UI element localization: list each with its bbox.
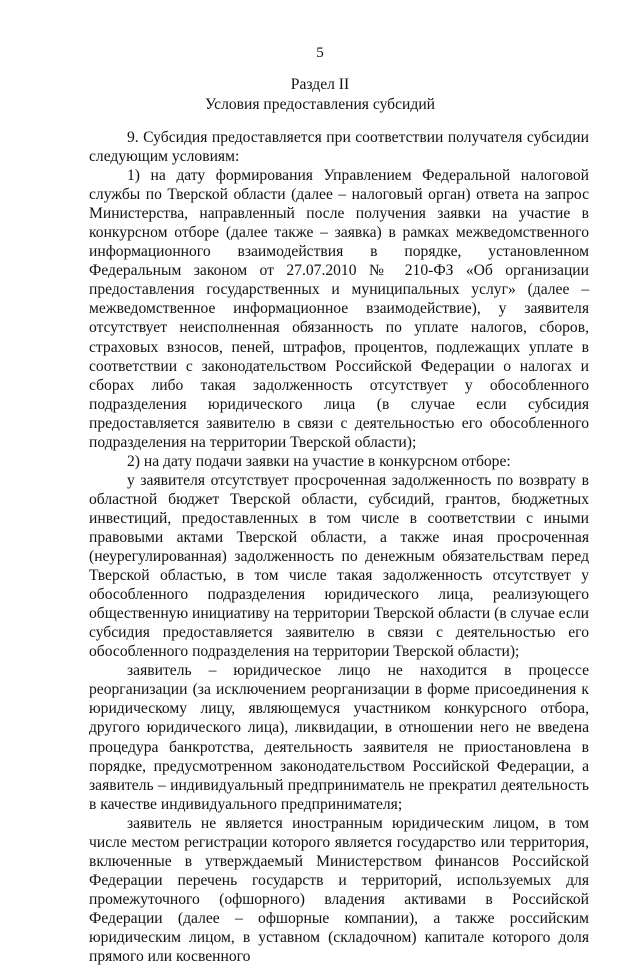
section-heading [0, 75, 640, 115]
paragraph-clause-9: 9. Субсидия предоставляется при соответствии получателя субсидии следующим условиям: [89, 129, 589, 166]
paragraph-no-reorganization: заявитель – юридическое лицо не находится в процессе реорганизации (за исключением реорганизации в форме присоединения к юридическому лицу, являющемуся участником конкурсного отбора, другого юридического лица), ликвидации, в отношении него не введена процедура банкротства, деятельность заявителя не приостановлена в порядке, предусмотренном законодательством Российской Федерации, а заявитель – индивидуальный предприниматель не прекратил деятельность в качестве индивидуального предпринимателя; [89, 662, 589, 813]
page-number: 5 [316, 45, 324, 61]
section-title: Условия предоставления субсидий [204, 96, 436, 113]
paragraph-not-foreign: заявитель не является иностранным юридическим лицом, в том числе местом регистрации которого является государство или территория, включенные в утверждаемый Министерством финансов Российской Федерации перечень государств и территорий, используемых для промежуточного (офшорного) владения активами в Российской Федерации (далее – офшорные компании), а также российским юридическим лицом, в уставном (складочном) капитале которого доля прямого или косвенного [89, 814, 589, 966]
paragraph-condition-1: 1) на дату формирования Управлением Федеральной налоговой службы по Тверской области (далее – налоговый орган) ответа на запрос Министерства, направленный после получения заявки на участие в конкурсном отборе (далее также – заявка) в рамках межведомственного информационного взаимодействия в порядке, установленном Федеральным законом от 27.07.2010 № 210-ФЗ «Об организации предоставления государственных и муниципальных услуг» (далее – межведомственное информационное взаимодействие), у заявителя отсутствует неисполненная обязанность по уплате налогов, сборов, страховых взносов, пеней, штрафов, процентов, подлежащих уплате в соответствии с законодательством Российской Федерации о налогах и сборах либо такая задолженность отсутствует у обособленного подразделения юридического лица (в случае если субсидия предоставляется заявителю в связи с деятельностью его обособленного подразделения на территории Тверской области); [89, 167, 589, 451]
paragraph-no-debt: у заявителя отсутствует просроченная задолженность по возврату в областной бюджет Тверской области, субсидий, грантов, бюджетных инвестиций, предоставленных в том числе в соответствии с иными правовыми актами Тверской области, а также иная просроченная (неурегулированная) задолженность по денежным обязательствам перед Тверской областью, в том числе такая задолженность отсутствует у обособленного подразделения юридического лица, реализующего общественную инициативу на территории Тверской области (в случае если субсидия предоставляется заявителю в связи с деятельностью его обособленного подразделения на территории Тверской области); [89, 471, 589, 661]
section-label: Раздел II [290, 76, 350, 93]
paragraph-condition-2: 2) на дату подачи заявки на участие в конкурсном отборе: [127, 452, 511, 470]
body-text [89, 128, 589, 966]
